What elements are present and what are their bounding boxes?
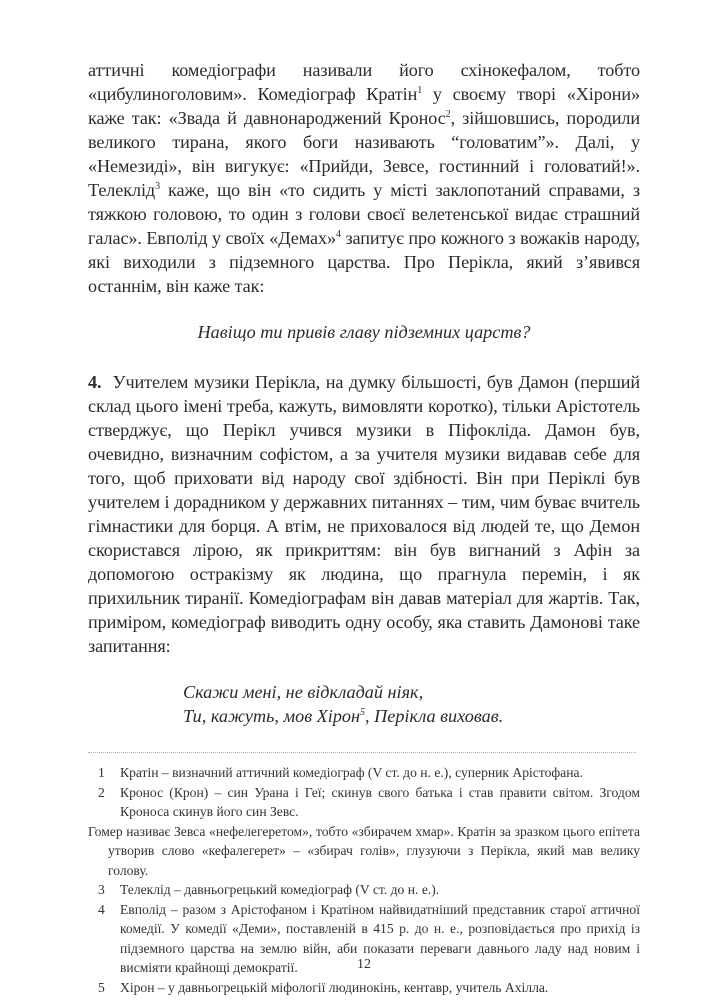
footnote-5 <box>88 978 640 998</box>
footnote-divider <box>88 752 636 753</box>
footnote-number: 4 <box>98 901 105 917</box>
verse-quote <box>183 680 640 728</box>
paragraph-section-4 <box>88 370 640 658</box>
scan-smudge <box>341 259 348 268</box>
footnote-2 <box>88 783 640 822</box>
footnote-number: 3 <box>98 882 105 897</box>
footnote-text: Кронос (Крон) – син Урана і Геї; скинув свого батька і став правити світом. Згодом Кроноса скинув його син Зевс. <box>120 784 640 819</box>
footnote-ref-4[interactable]: 4 <box>336 228 341 240</box>
verse-line-1: Скажи мені, не відкладай ніяк, <box>183 682 424 702</box>
footnote-ref-2[interactable]: 2 <box>445 108 451 120</box>
text-run: у своєму творі «Хірони» каже так: «Звада й давнонароджений Кронос <box>88 84 640 128</box>
footnote-number: 1 <box>98 765 105 780</box>
book-page <box>88 58 640 997</box>
footnote-ref-3[interactable]: 3 <box>155 180 160 192</box>
text-run: , Перікла виховав. <box>365 706 504 726</box>
footnote-1 <box>88 763 640 783</box>
footnote-text: Телеклід – давньогрецький комедіограф (V ст. до н. е.). <box>120 882 440 897</box>
section-number: 4. <box>88 372 102 392</box>
quote-line: Навіщо ти привів главу підземних царств? <box>197 322 531 342</box>
footnote-2-continued: Гомер називає Зевса «нефелегеретом», тобто «збирачем хмар». Кратін за зразком цього епітета утворив слово «кефалегерет» – «збирач голів», глузуючи з Перікла, який мав велику голову. <box>88 823 640 878</box>
footnote-3 <box>88 880 640 900</box>
text-run: аттичні комедіографи називали його схінокефалом, тобто «цибулиноголовим». Комедіограф Кратін <box>88 60 640 104</box>
footnote-text: Кратін – визначний аттичний комедіограф (V ст. до н. е.), суперник Арістофана. <box>120 765 583 780</box>
text-run: Ти, кажуть, мов Хірон <box>183 706 361 726</box>
page-number: 12 <box>357 957 371 972</box>
footnote-text: Евполід – разом з Арістофаном і Кратіном найвидатніший представник старої аттичної комедії. У комедії «Деми», поставленій в 415 р. до н. е., розповідається про прихід із підземного царства на землю війн, аби показати переваги давнього ладу над новим і висміяти крайнощі демократії. <box>120 901 640 975</box>
section-text: Учителем музики Перікла, на думку більшості, був Дамон (перший склад цього імені треба, кажуть, вимовляти коротко), тільки Арістотель стверджує, що Перікл учився музики в Піфокліда. Дамон був, очевидно, визначним софістом, а за учителя музики видавав себе для того, щоб приховати від народу свої здібності. Він при Періклі був учителем і дорадником у державних питаннях – тим, чим буває вчитель гімнастики для борця. А втім, не приховалося від людей те, що Демон скористався лірою, як прикриттям: він був вигнаний з Афін за допомогою остракізму як людина, що прагнула перемін, і як прихильник тиранії. Комедіографам він давав матеріал для жартів. Так, приміром, комедіограф виводить одну особу, яка ставить Дамонові таке запитання: <box>88 372 640 656</box>
text-run: запитує про кожного з вожаків народу, які виходили з підземного царства. Про Перікла, який з’явився останнім, він каже так: <box>88 228 640 296</box>
footnote-text: Хірон – у давньогрецькій міфології людинокінь, кентавр, учитель Ахілла. <box>120 979 549 995</box>
paragraph-continued <box>88 58 640 298</box>
text-run: каже, що він «то сидить у місті заклопотаний справами, з тяжкою головою, то один з голови своєї велетенської видає страшний галас». Евполід у своїх «Демах» <box>88 180 640 248</box>
verse-line-2 <box>183 704 640 728</box>
footnote-ref-1[interactable]: 1 <box>417 84 423 96</box>
text-run: , зійшовшись, породили великого тирана, якого боги називають “головатим”». Далі, у «Немезиді», він вигукує: «Прийди, Зевсе, гостинний і головатий!». Телеклід <box>88 108 640 200</box>
footnote-number: 5 <box>98 979 105 995</box>
footnote-ref-5[interactable]: 5 <box>360 706 366 718</box>
footnote-number: 2 <box>98 784 105 800</box>
